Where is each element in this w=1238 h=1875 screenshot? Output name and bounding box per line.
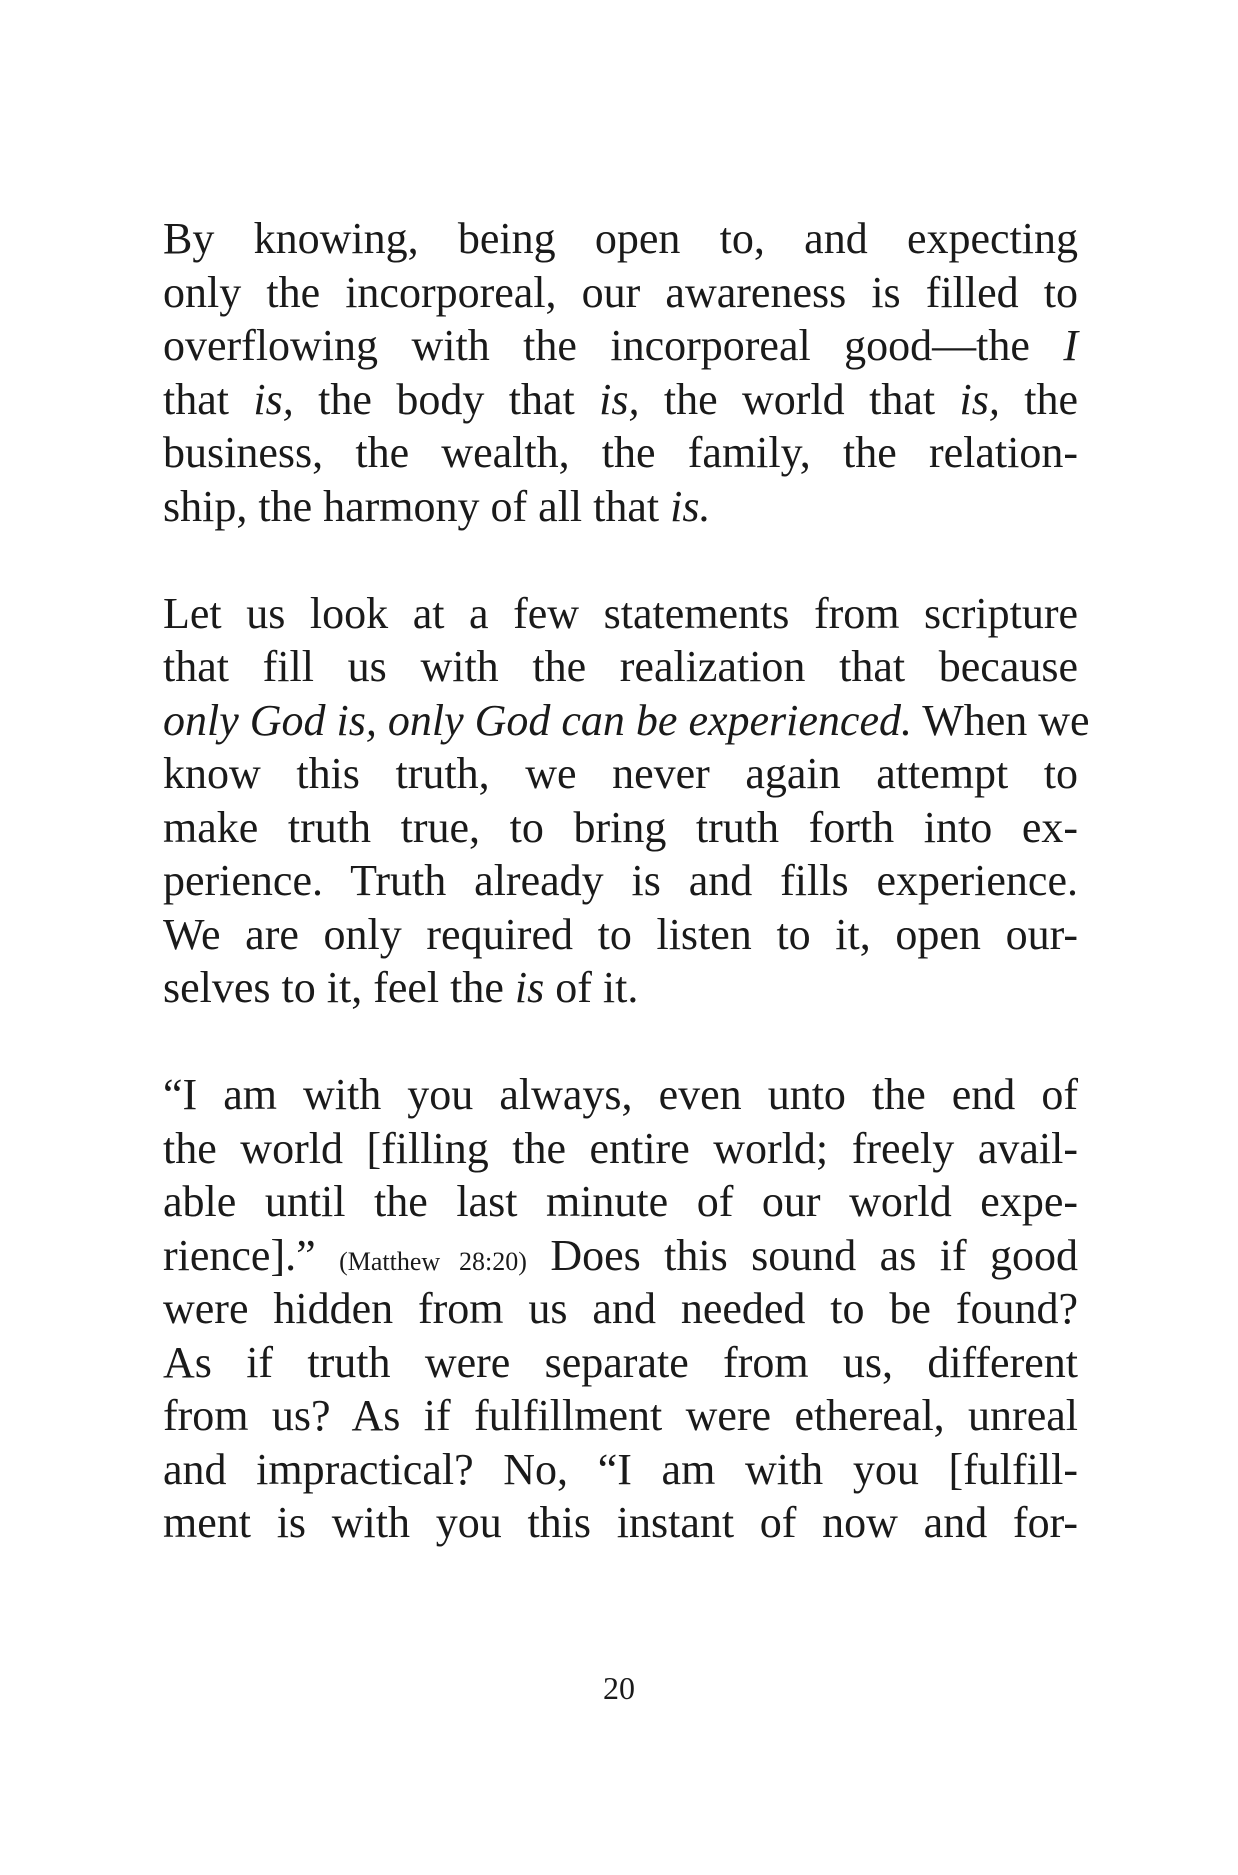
text-line (163, 587, 1078, 641)
text-line (163, 1282, 1078, 1336)
text-line (163, 854, 1078, 908)
text-line (163, 1443, 1078, 1497)
paragraph (163, 587, 1090, 1015)
italic-text: only God is, only God can be experienced. (163, 695, 912, 745)
text-segment: of it. (544, 963, 639, 1012)
text-segment: ment is with you this instant of now and for- (163, 1498, 1078, 1547)
text-segment: the body that (293, 374, 600, 424)
text-segment: When we (912, 695, 1090, 745)
text-line (163, 426, 1078, 480)
text-segment: only the incorporeal, our awareness is filled to (163, 267, 1078, 317)
paragraph (163, 212, 1078, 533)
text-segment: We are only required to listen to it, open our- (163, 909, 1078, 959)
body-text (163, 212, 1090, 1550)
scripture-reference: (Matthew 28:20) (339, 1246, 527, 1276)
text-line (163, 1496, 1078, 1550)
text-segment: overflowing with the incorporeal good—the (163, 321, 1064, 370)
text-line (163, 908, 1078, 962)
italic-text: is, (959, 374, 1000, 424)
text-segment: selves to it, feel the (163, 963, 515, 1012)
italic-text: is (514, 963, 545, 1012)
text-line (163, 373, 1078, 427)
text-line (163, 480, 1078, 534)
text-line (163, 694, 1090, 748)
text-segment: know this truth, we never again attempt to (163, 749, 1078, 798)
text-segment: Does this sound as if good (526, 1230, 1079, 1280)
text-segment: rience].” (163, 1230, 340, 1280)
text-segment: the world that (639, 374, 960, 424)
text-line (163, 212, 1078, 266)
paragraph-gap (163, 533, 1078, 587)
text-line (163, 747, 1078, 801)
paragraph-gap (163, 1015, 1078, 1069)
text-line (163, 1389, 1078, 1443)
text-segment: the (999, 374, 1079, 424)
text-segment: As if truth were separate from us, different (163, 1337, 1078, 1387)
text-segment: make truth true, to bring truth forth into ex- (163, 802, 1078, 852)
italic-text: is, (253, 374, 294, 424)
page-number: 20 (603, 1670, 635, 1706)
text-line (163, 1068, 1078, 1122)
text-segment: from us? As if fulfillment were ethereal, unreal (163, 1391, 1078, 1440)
italic-text: is. (670, 481, 711, 531)
text-segment: business, the wealth, the family, the relation- (163, 428, 1078, 477)
text-segment: that (163, 374, 254, 424)
italic-text: is, (599, 374, 640, 424)
text-line (163, 1122, 1078, 1176)
text-line (163, 1229, 1078, 1283)
text-line (163, 319, 1078, 373)
text-segment: “I am with you always, even unto the end of (163, 1070, 1078, 1119)
text-line (163, 266, 1078, 320)
text-segment: Let us look at a few statements from scripture (163, 588, 1078, 638)
text-line (163, 961, 1078, 1015)
text-line (163, 1336, 1078, 1390)
text-segment: perience. Truth already is and fills experience. (163, 856, 1078, 905)
text-segment: and impractical? No, “I am with you [fulfill- (163, 1444, 1078, 1494)
italic-text: I (1063, 321, 1078, 370)
text-segment: By knowing, being open to, and expecting (163, 214, 1078, 263)
text-segment: able until the last minute of our world expe- (163, 1177, 1078, 1226)
text-line (163, 801, 1078, 855)
paragraph (163, 1068, 1078, 1550)
text-line (163, 1175, 1078, 1229)
text-segment: ship, the harmony of all that (163, 481, 671, 531)
text-segment: that fill us with the realization that because (163, 642, 1078, 691)
text-segment: the world [filling the entire world; freely avail- (163, 1123, 1078, 1173)
text-segment: were hidden from us and needed to be found? (163, 1284, 1078, 1333)
text-line (163, 640, 1078, 694)
